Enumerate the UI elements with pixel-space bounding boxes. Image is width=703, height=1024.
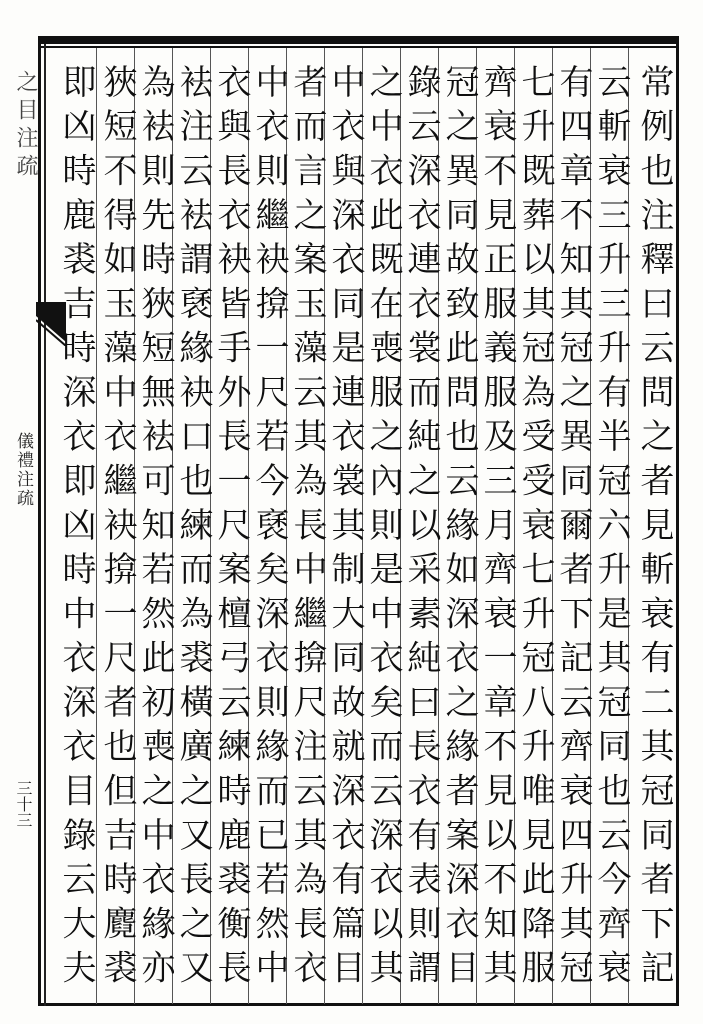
text-column-10: 者而言之案玉藻云其為長中繼揜尺注云其為長衣 <box>287 64 327 994</box>
text-column-8: 之中衣此既在喪服之內則是中衣矣而云深衣以其 <box>363 64 403 994</box>
text-column-16: 即凶時鹿裘吉時深衣即凶時中衣深衣目錄云大夫 <box>56 64 96 994</box>
running-head: 儀禮注疏 <box>13 432 33 508</box>
text-column-5: 齊衰不見正服義服及三月齊衰一章不見以不知其 <box>477 64 517 994</box>
text-column-4: 七升既葬以其冠為受受衰七升冠八升唯見此降服 <box>515 64 555 994</box>
text-column-6: 冠之異同故致此問也云緣如深衣之緣者案深衣目 <box>439 64 479 994</box>
text-column-14: 為袪則先時狹短無袪可知若然此初喪之中衣緣亦 <box>135 64 175 994</box>
text-column-15: 狹短不得如玉藻中衣繼袂揜一尺者也但吉時麑裘 <box>97 64 137 994</box>
gutter-rule <box>44 44 46 1006</box>
book-title: 之目注疏 <box>13 70 38 182</box>
text-column-13: 袪注云袪謂褎緣袂口也練而為裘橫廣之又長之又 <box>173 64 213 994</box>
text-column-2: 云斬衰三升三升有半冠六升是其冠同也云今齊衰 <box>591 64 631 994</box>
text-column-11: 中衣則繼袂揜一尺若今褎矣深衣則緣而已若然中 <box>249 64 289 994</box>
frame-left-border <box>38 36 41 1006</box>
text-column-9: 中衣與深衣同是連衣裳其制大同故就深衣有篇目 <box>325 64 365 994</box>
text-column-1: 常例也注釋曰云問之者見斬衰有二其冠同者下記 <box>634 64 674 994</box>
page-number: 三十三 <box>14 780 33 828</box>
text-column-7: 錄云深衣連衣裳而純之以采素純曰長衣有表則謂 <box>401 64 441 994</box>
text-column-12: 衣與長衣袂皆手外長一尺案檀弓云練時鹿裘衡長 <box>211 64 251 994</box>
text-column-3: 有四章不知其冠之異同爾者下記云齊衰四升其冠 <box>553 64 593 994</box>
frame-top-border <box>38 36 678 44</box>
